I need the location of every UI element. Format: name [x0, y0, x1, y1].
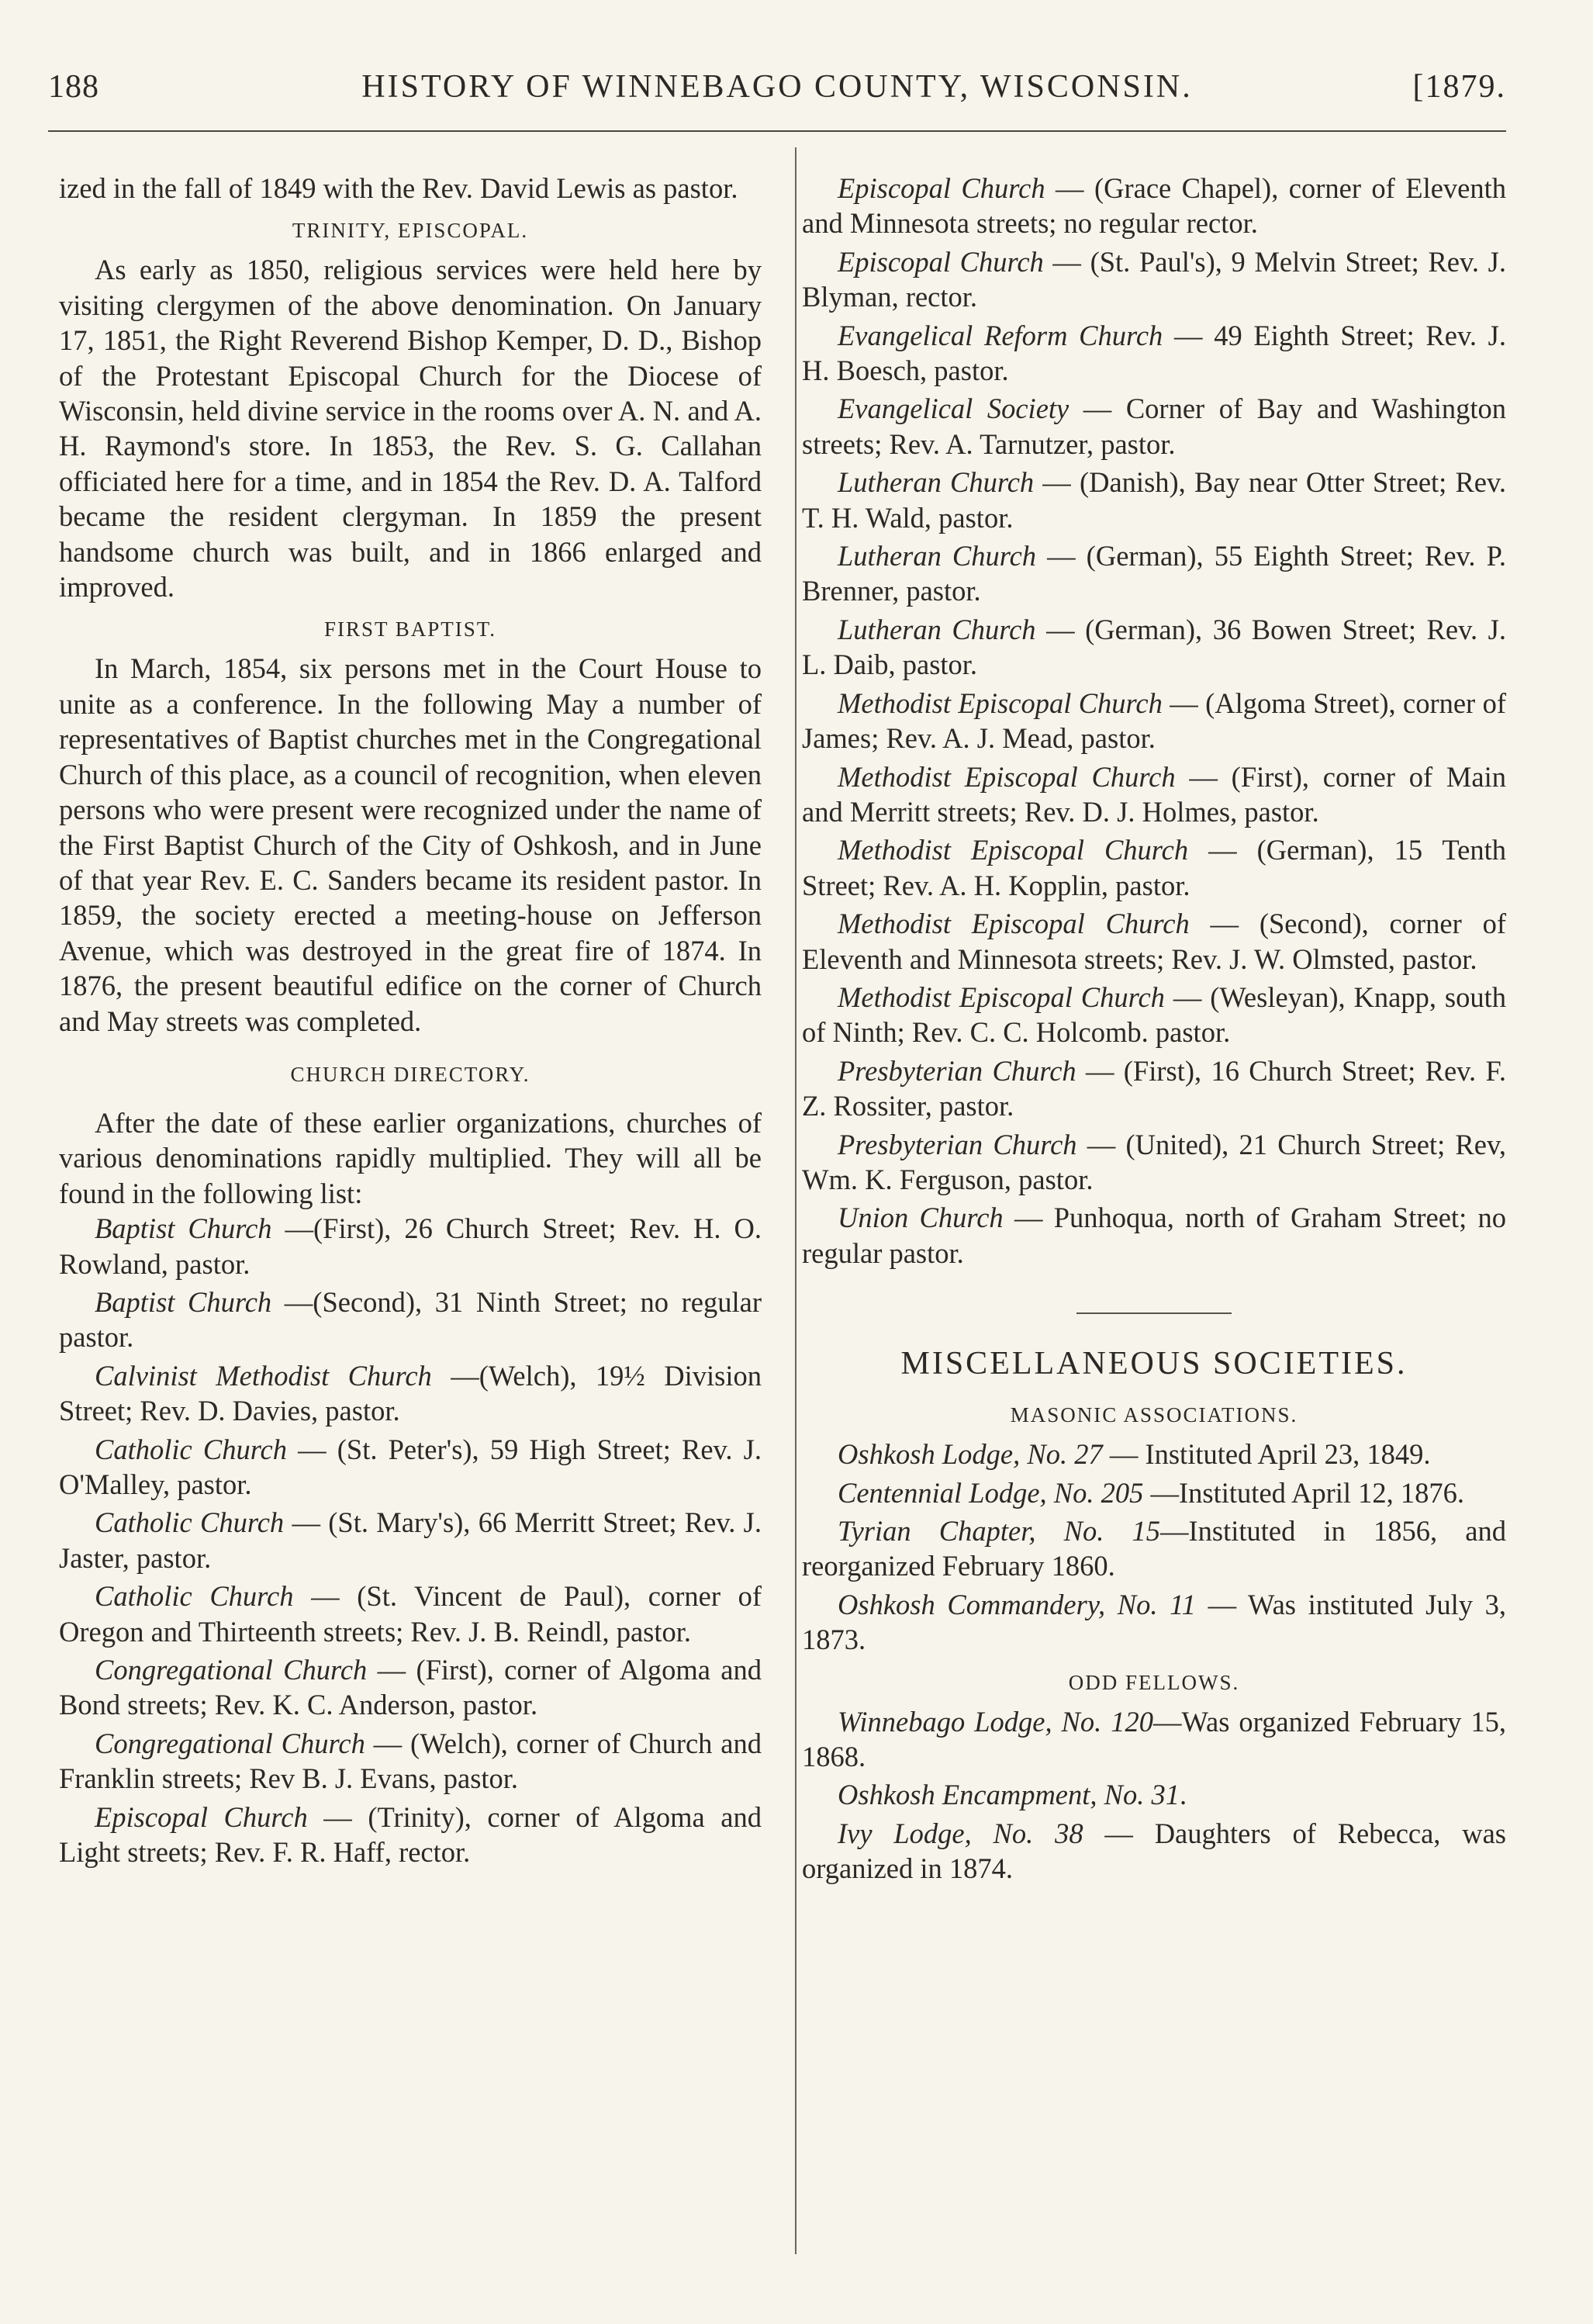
entry-name: Episcopal Church [838, 245, 1044, 278]
society-entry [802, 1475, 1506, 1510]
entry-name: Oshkosh Commandery, No. 11 [838, 1588, 1196, 1620]
entry-text: — (Algoma Street), corner of James; Rev. A. J. Mead, pastor. [802, 686, 1506, 755]
entry-name: Calvinist Methodist Church [95, 1359, 432, 1392]
directory-entry [802, 171, 1506, 241]
directory-entry [59, 1211, 762, 1281]
entry-text: — (German), 55 Eighth Street; Rev. P. Brenner, pastor. [802, 540, 1506, 607]
entry-name: Lutheran Church [838, 540, 1037, 572]
entry-name: Catholic Church [95, 1580, 294, 1613]
section-heading-trinity: TRINITY, EPISCOPAL. [292, 219, 529, 243]
directory-entry [59, 1285, 762, 1355]
directory-entry [802, 832, 1506, 903]
entry-text: — (First), corner of Main and Merritt streets; Rev. D. J. Holmes, pastor. [802, 760, 1506, 828]
directory-entry [802, 1053, 1506, 1124]
directory-entry [802, 465, 1506, 535]
entry-text: — (Grace Chapel), corner of Eleventh and Minnesota streets; no regular rector. [802, 172, 1506, 240]
entry-name: Lutheran Church [838, 466, 1035, 499]
directory-entry [59, 1800, 762, 1870]
entry-text: — (St. Paul's), 9 Melvin Street; Rev. J. Blyman, rector. [802, 245, 1506, 313]
directory-entry [59, 1652, 762, 1723]
entry-text: — Was instituted July 3, 1873. [802, 1588, 1506, 1656]
entry-name: Congregational Church [95, 1727, 365, 1759]
intro-paragraph: ized in the fall of 1849 with the Rev. David Lewis as pastor. [59, 172, 738, 204]
baptist-paragraph: In March, 1854, six persons met in the Court House to unite as a conference. In the following May a number of representatives of Baptist churches met in the Congregational Church of this place, as a council of recognition, when eleven persons who were present were recognized under the name of the First Baptist Church of the City of Oshkosh, and in June of that year Rev. E. C. Sanders became its resident pastor. In 1859, the society erected a meeting-house on Jefferson Avenue, which was destroyed in the great fire of 1874. In 1876, the present beautiful edifice on the corner of Church and May streets was completed. [59, 652, 762, 1037]
directory-entry [59, 1358, 762, 1429]
entry-text: — (First), 16 Church Street; Rev. F. Z. Rossiter, pastor. [802, 1054, 1506, 1122]
entry-name: Methodist Episcopal Church [838, 834, 1189, 866]
directory-intro: After the date of these earlier organizations, churches of various denominations rapidly multiplied. They will all be found in the following list: [59, 1106, 762, 1209]
column-divider [795, 147, 796, 2254]
directory-entry [802, 244, 1506, 315]
entry-name: Evangelical Society [838, 393, 1069, 425]
entry-text: —(Second), 31 Ninth Street; no regular pastor. [59, 1285, 762, 1354]
directory-entry [802, 906, 1506, 977]
entry-name: Baptist Church [95, 1212, 272, 1245]
entry-name: Lutheran Church [838, 613, 1036, 645]
entry-name: Oshkosh Lodge, No. 27 [838, 1438, 1103, 1471]
entry-text: —(Welch), 19½ Division Street; Rev. D. Davies, pastor. [59, 1359, 762, 1427]
directory-entry [59, 1579, 762, 1649]
directory-entry [59, 1432, 762, 1503]
entry-name: Catholic Church [95, 1506, 285, 1539]
entry-name: Episcopal Church [95, 1800, 308, 1833]
entry-text: — (German), 15 Tenth Street; Rev. A. H. Kopplin, pastor. [802, 834, 1506, 901]
entry-name: Baptist Church [95, 1285, 272, 1318]
trinity-paragraph: As early as 1850, religious services were held here by visiting clergymen of the above denomination. On January 17, 1851, the Right Reverend Bishop Kemper, D. D., Bishop of the Protestant Episcopal Church for the Diocese of Wisconsin, held divine service in the rooms over A. N. and A. H. Raymond's store. In 1853, the Rev. S. G. Callahan officiated here for a time, and in 1854 the Rev. D. A. Talford became the resident clergyman. In 1859 the present handsome church was built, and in 1866 enlarged and improved. [59, 254, 762, 603]
entry-text: —Instituted April 12, 1876. [1143, 1476, 1465, 1509]
running-year: [1879. [1412, 69, 1506, 105]
entry-name: Methodist Episcopal Church [838, 686, 1163, 719]
directory-entry [802, 391, 1506, 462]
entry-name: Ivy Lodge, No. 38 [838, 1817, 1083, 1849]
entry-text: — (St. Mary's), 66 Merritt Street; Rev. J. Jaster, pastor. [59, 1506, 762, 1574]
directory-entry [59, 1726, 762, 1797]
directory-entry [802, 318, 1506, 389]
entry-name: Episcopal Church [838, 172, 1045, 204]
entry-text: — (St. Peter's), 59 High Street; Rev. J. O'Malley, pastor. [59, 1433, 762, 1500]
entry-text: — (Second), corner of Eleventh and Minnesota streets; Rev. J. W. Olmsted, pastor. [802, 908, 1506, 975]
societies-title: MISCELLANEOUS SOCIETIES. [900, 1346, 1408, 1382]
entry-text: — (United), 21 Church Street; Rev, Wm. K. Ferguson, pastor. [802, 1128, 1506, 1195]
section-heading-baptist: FIRST BAPTIST. [323, 617, 497, 642]
section-heading-odd-fellows: ODD FELLOWS. [1068, 1670, 1240, 1694]
header-rule [48, 130, 1506, 132]
entry-name: Methodist Episcopal Church [838, 908, 1190, 940]
entry-name: Congregational Church [95, 1654, 368, 1686]
entry-name: Winnebago Lodge, No. 120 [838, 1705, 1154, 1738]
entry-name: Centennial Lodge, No. 205 [838, 1476, 1144, 1509]
directory-entry [59, 1505, 762, 1575]
entry-text: — (St. Vincent de Paul), corner of Oregon and Thirteenth streets; Rev. J. B. Reindl, pastor. [59, 1580, 762, 1648]
right-column [802, 171, 1506, 1887]
entry-text: — (Welch), corner of Church and Franklin streets; Rev B. J. Evans, pastor. [59, 1727, 762, 1795]
directory-entry [802, 538, 1506, 609]
entry-text: — (German), 36 Bowen Street; Rev. J. L. Daib, pastor. [802, 613, 1506, 681]
left-column [59, 171, 762, 1869]
entry-name: Methodist Episcopal Church [838, 980, 1165, 1013]
entry-text: — (Danish), Bay near Otter Street; Rev. T. H. Wald, pastor. [802, 466, 1507, 534]
entry-name: Methodist Episcopal Church [838, 760, 1176, 793]
entry-text: — Punhoqua, north of Graham Street; no regular pastor. [802, 1202, 1506, 1269]
entry-name: Union Church [838, 1202, 1004, 1234]
society-entry [802, 1437, 1506, 1472]
entry-text: — Instituted April 23, 1849. [1102, 1438, 1431, 1471]
entry-name: Evangelical Reform Church [838, 319, 1163, 351]
page-number: 188 [48, 69, 99, 105]
entry-name: Tyrian Chapter, No. 15 [838, 1515, 1160, 1547]
society-entry [802, 1513, 1506, 1584]
directory-entry [802, 1127, 1506, 1198]
entry-name: Catholic Church [95, 1433, 287, 1465]
society-entry [802, 1704, 1506, 1775]
section-heading-directory: CHURCH DIRECTORY. [290, 1062, 530, 1086]
society-entry [802, 1587, 1506, 1658]
section-divider [1076, 1312, 1232, 1314]
entry-text: —Was organized February 15, 1868. [802, 1705, 1507, 1773]
entry-text: — (First), corner of Algoma and Bond streets; Rev. K. C. Anderson, pastor. [59, 1654, 762, 1721]
entry-name: Oshkosh Encampment, No. 31 [838, 1779, 1180, 1811]
entry-text: . [1180, 1779, 1187, 1811]
directory-entry [802, 759, 1506, 830]
section-heading-masonic: MASONIC ASSOCIATIONS. [1010, 1403, 1298, 1427]
entry-text: —Instituted in 1856, and reorganized February 1860. [802, 1515, 1507, 1582]
running-title: HISTORY OF WINNEBAGO COUNTY, WISCONSIN. [361, 69, 1193, 105]
directory-entry [802, 980, 1506, 1050]
society-entry [802, 1777, 1506, 1812]
entry-text: — Corner of Bay and Washington streets; Rev. A. Tarnutzer, pastor. [802, 393, 1507, 460]
entry-name: Presbyterian Church [838, 1128, 1077, 1160]
directory-entry [802, 612, 1506, 683]
society-entry [802, 1816, 1506, 1887]
entry-name: Presbyterian Church [838, 1054, 1076, 1087]
entry-text: — (Trinity), corner of Algoma and Light streets; Rev. F. R. Haff, rector. [59, 1800, 762, 1869]
entry-text: — (Wesleyan), Knapp, south of Ninth; Rev. C. C. Holcomb. pastor. [802, 980, 1506, 1049]
entry-text: — Daughters of Rebecca, was organized in 1874. [802, 1817, 1507, 1885]
entry-text: — 49 Eighth Street; Rev. J. H. Boesch, pastor. [802, 319, 1506, 387]
entry-text: —(First), 26 Church Street; Rev. H. O. Rowland, pastor. [59, 1212, 762, 1280]
directory-entry [802, 1200, 1506, 1271]
directory-entry [802, 686, 1506, 756]
page-header [48, 68, 1506, 112]
